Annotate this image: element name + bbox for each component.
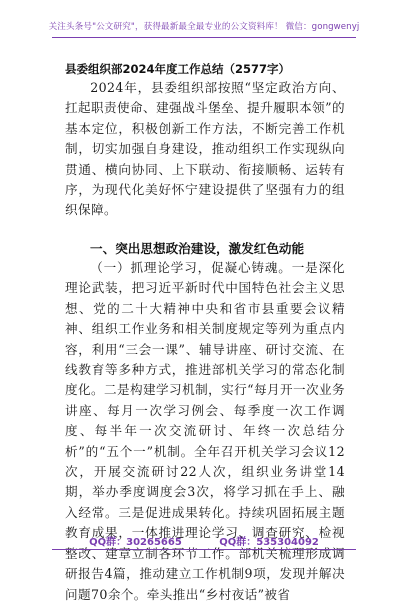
footer-qq-group-1: QQ群：30265665 [89,537,182,548]
footer-contact [0,533,408,548]
document-title: 县委组织部2024年度工作总结（2577字） [65,62,291,76]
footer-divider [52,549,356,550]
footer-qq-group-2: QQ群：535304092 [219,537,319,548]
paragraph-theory-study: （一）抓理论学习，促凝心铸魂。一是深化理论武装，把习近平新时代中国特色社会主义思想、党的二十大精神中央和省市县重要会议精神、组织工作业务和相关制度规定等列为重点内容，利用“三会一课”、辅导讲座、研讨交流、在线教育等多种方式，推进部机关学习的常态化制度化。二是构建学习机制，实行“每月开一次业务讲座、每月一次学习例会、每季度一次工作调度、每半年一次交流研讨、年终一次总结分析”的“五个一”机制。全年召开机关学习会议12次，开展交流研讨22人次，组织业务讲堂14期，举办季度调度会3次，将学习抓在手上、融入经常。三是促进成果转化。持续巩固拓展主题教育成果，一体推进理论学习、调查研究、检视整改、建章立制各环节工作。部机关梳理形成调研报告4篇，推动建立工作机制9项，发现并解决问题70余个。牵头推出“乡村夜话”被省 [65,260,345,602]
header-divider [52,37,356,38]
paragraph-intro: 2024年，县委组织部按照“坚定政治方向、扛起职责使命、建强战斗堡垒、提升履职本领”的基本定位，积极创新工作方法，不断完善工作机制，切实加强自身建设，推动组织工作实现纵向贯通、横向协同、上下联动、衔接顺畅、运转有序，为现代化美好怀宁建设提供了坚强有力的组织保障。 [65,80,345,218]
section-heading-1: 一、突出思想政治建设，激发红色动能 [90,241,305,256]
header-banner: 关注头条号"公文研究"，获得最新最全最专业的公文资料库！ 微信：gongwenyj [48,22,360,32]
